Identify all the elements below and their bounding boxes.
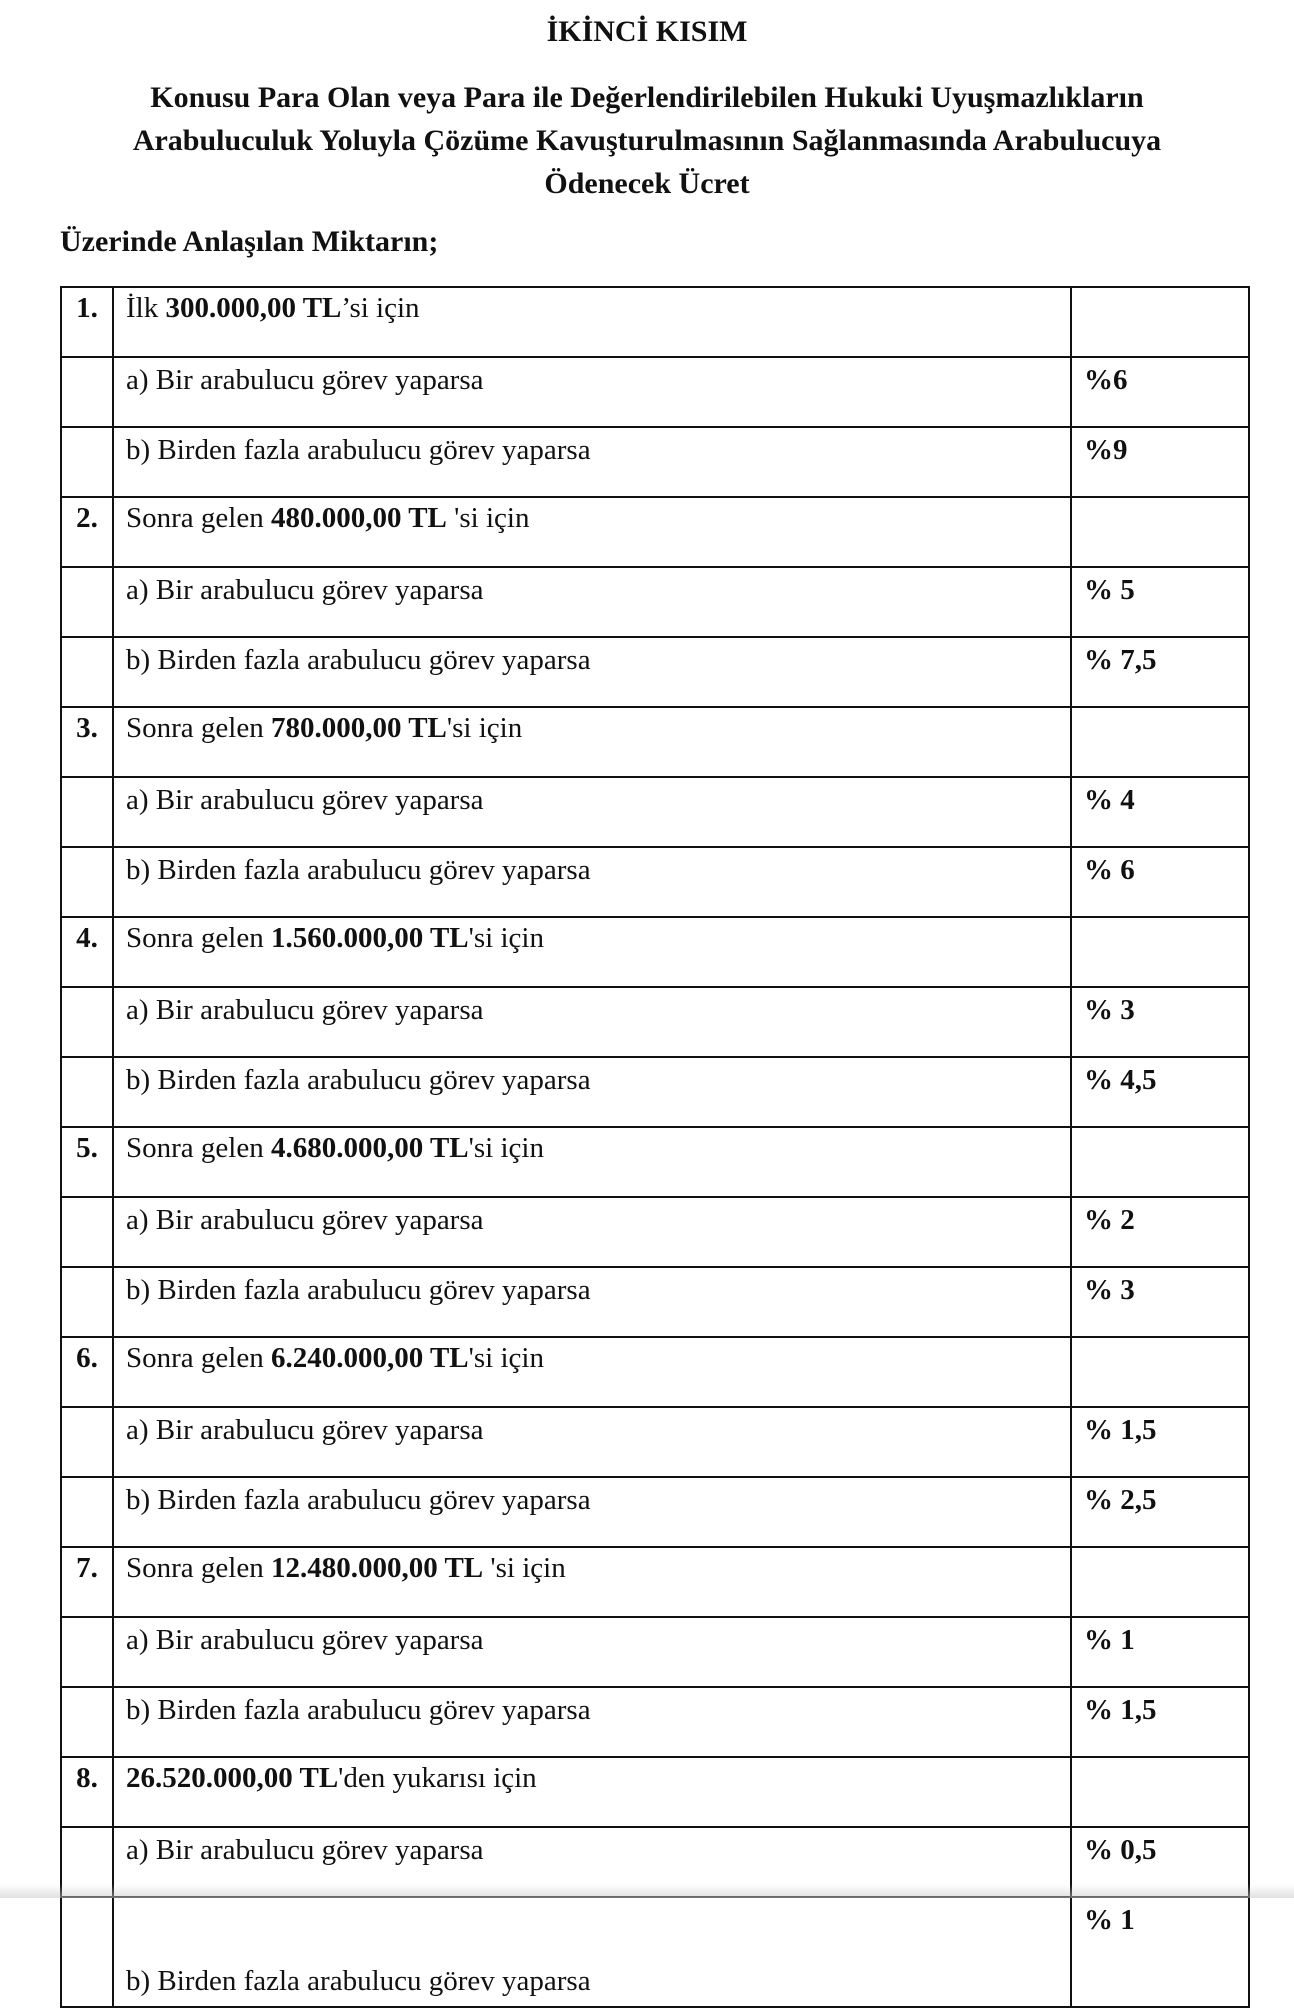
- tier-description: [113, 1757, 1071, 1827]
- tier-prefix: İlk: [126, 292, 166, 324]
- heading-line: Arabuluculuk Yoluyla Çözüme Kavuşturulmasının Sağlanmasında Arabulucuya: [132, 124, 1162, 157]
- mediator-condition: a) Bir arabulucu görev yaparsa: [113, 987, 1071, 1057]
- tier-number: 5.: [61, 1127, 113, 1197]
- single-mediator-row: [61, 1617, 1249, 1687]
- single-mediator-row: [61, 357, 1249, 427]
- tier-prefix: Sonra gelen: [126, 922, 271, 954]
- empty-number-cell: [61, 427, 113, 497]
- tier-rate-empty: [1071, 1337, 1249, 1407]
- fee-rate: % 2: [1071, 1197, 1249, 1267]
- tier-suffix: 'si için: [446, 712, 523, 744]
- fee-rate: % 1,5: [1071, 1407, 1249, 1477]
- tier-rate-empty: [1071, 1547, 1249, 1617]
- tier-number: 8.: [61, 1757, 113, 1827]
- tier-suffix: 'si için: [483, 1552, 566, 1584]
- mediator-condition: a) Bir arabulucu görev yaparsa: [113, 357, 1071, 427]
- tier-rate-empty: [1071, 497, 1249, 567]
- empty-number-cell: [61, 1407, 113, 1477]
- tier-description: [113, 917, 1071, 987]
- multiple-mediator-row: [61, 1687, 1249, 1757]
- tier-header-row: [61, 917, 1249, 987]
- single-mediator-row: [61, 777, 1249, 847]
- tier-prefix: Sonra gelen: [126, 712, 271, 744]
- tier-amount: 480.000,00 TL: [270, 502, 447, 534]
- tier-amount: 12.480.000,00 TL: [270, 1552, 484, 1584]
- empty-number-cell: [61, 987, 113, 1057]
- multiple-mediator-row: [61, 1897, 1249, 2007]
- mediator-condition: b) Birden fazla arabulucu görev yaparsa: [113, 1057, 1071, 1127]
- mediator-condition: b) Birden fazla arabulucu görev yaparsa: [113, 637, 1071, 707]
- fee-rate: % 0,5: [1071, 1827, 1249, 1897]
- tier-suffix: ’si için: [341, 292, 420, 324]
- fee-rate: % 1: [1071, 1897, 1249, 2007]
- tier-prefix: Sonra gelen: [126, 502, 271, 534]
- empty-number-cell: [61, 637, 113, 707]
- tier-number: 2.: [61, 497, 113, 567]
- mediator-condition: a) Bir arabulucu görev yaparsa: [113, 567, 1071, 637]
- tier-amount: 300.000,00 TL: [165, 292, 342, 324]
- multiple-mediator-row: [61, 427, 1249, 497]
- fee-rate: %6: [1071, 357, 1249, 427]
- empty-number-cell: [61, 1687, 113, 1757]
- tier-suffix: 'si için: [468, 1132, 544, 1164]
- tier-suffix: 'si için: [446, 502, 530, 534]
- tier-description: [113, 707, 1071, 777]
- multiple-mediator-row: [61, 637, 1249, 707]
- mediator-condition: a) Bir arabulucu görev yaparsa: [113, 1827, 1071, 1897]
- empty-number-cell: [61, 1057, 113, 1127]
- tier-description: [113, 287, 1071, 357]
- tier-suffix: 'si için: [468, 922, 544, 954]
- tier-amount: 1.560.000,00 TL: [270, 922, 469, 954]
- tier-rate-empty: [1071, 287, 1249, 357]
- fee-rate: % 7,5: [1071, 637, 1249, 707]
- tier-rate-empty: [1071, 1757, 1249, 1827]
- mediator-condition: b) Birden fazla arabulucu görev yaparsa: [113, 427, 1071, 497]
- empty-number-cell: [61, 1197, 113, 1267]
- tier-header-row: [61, 1337, 1249, 1407]
- section-title: İKİNCİ KISIM: [546, 15, 748, 48]
- tier-prefix: Sonra gelen: [126, 1132, 271, 1164]
- single-mediator-row: [61, 567, 1249, 637]
- page-bottom-edge: [0, 1884, 1294, 1898]
- single-mediator-row: [61, 1197, 1249, 1267]
- multiple-mediator-row: [61, 1477, 1249, 1547]
- tier-header-row: [61, 1547, 1249, 1617]
- multiple-mediator-row: [61, 847, 1249, 917]
- mediator-condition: a) Bir arabulucu görev yaparsa: [113, 777, 1071, 847]
- fee-rate: % 1,5: [1071, 1687, 1249, 1757]
- tier-amount: 6.240.000,00 TL: [270, 1342, 469, 1374]
- tier-number: 6.: [61, 1337, 113, 1407]
- tier-rate-empty: [1071, 1127, 1249, 1197]
- tier-prefix: Sonra gelen: [126, 1342, 271, 1374]
- tier-amount: 4.680.000,00 TL: [270, 1132, 469, 1164]
- empty-number-cell: [61, 567, 113, 637]
- tier-number: 7.: [61, 1547, 113, 1617]
- tier-header-row: [61, 497, 1249, 567]
- mediator-condition: b) Birden fazla arabulucu görev yaparsa: [113, 1477, 1071, 1547]
- tier-description: [113, 497, 1071, 567]
- fee-rate: % 5: [1071, 567, 1249, 637]
- fee-rate: % 6: [1071, 847, 1249, 917]
- tier-prefix: Sonra gelen: [126, 1552, 271, 1584]
- fee-rate: % 3: [1071, 987, 1249, 1057]
- empty-number-cell: [61, 1477, 113, 1547]
- single-mediator-row: [61, 987, 1249, 1057]
- fee-table-body: [61, 287, 1249, 2007]
- heading-line: Ödenecek Ücret: [544, 167, 750, 200]
- empty-number-cell: [61, 847, 113, 917]
- tier-description: [113, 1337, 1071, 1407]
- document-heading: [80, 76, 1214, 205]
- mediator-condition: a) Bir arabulucu görev yaparsa: [113, 1197, 1071, 1267]
- fee-rate: %9: [1071, 427, 1249, 497]
- heading-line: Konusu Para Olan veya Para ile Değerlendirilebilen Hukuki Uyuşmazlıkların: [150, 81, 1144, 114]
- fee-rate: % 2,5: [1071, 1477, 1249, 1547]
- tier-header-row: [61, 707, 1249, 777]
- empty-number-cell: [61, 357, 113, 427]
- fee-rate: % 1: [1071, 1617, 1249, 1687]
- tier-number: 4.: [61, 917, 113, 987]
- tier-suffix: 'si için: [468, 1342, 544, 1374]
- tier-number: 3.: [61, 707, 113, 777]
- tier-description: [113, 1547, 1071, 1617]
- empty-number-cell: [61, 1897, 113, 2007]
- tier-suffix: 'den yukarısı için: [338, 1762, 537, 1794]
- tier-header-row: [61, 287, 1249, 357]
- fee-rate: % 4: [1071, 777, 1249, 847]
- intro-text: Üzerinde Anlaşılan Miktarın;: [60, 225, 439, 258]
- fee-rate: % 4,5: [1071, 1057, 1249, 1127]
- tier-header-row: [61, 1127, 1249, 1197]
- tier-description: [113, 1127, 1071, 1197]
- tier-rate-empty: [1071, 707, 1249, 777]
- mediator-condition: a) Bir arabulucu görev yaparsa: [113, 1617, 1071, 1687]
- mediator-condition: b) Birden fazla arabulucu görev yaparsa: [113, 1267, 1071, 1337]
- multiple-mediator-row: [61, 1267, 1249, 1337]
- empty-number-cell: [61, 1617, 113, 1687]
- tier-amount: 780.000,00 TL: [270, 712, 447, 744]
- tier-amount: 26.520.000,00 TL: [126, 1762, 339, 1794]
- fee-rate: % 3: [1071, 1267, 1249, 1337]
- single-mediator-row: [61, 1407, 1249, 1477]
- tier-rate-empty: [1071, 917, 1249, 987]
- tier-header-row: [61, 1757, 1249, 1827]
- mediator-condition: b) Birden fazla arabulucu görev yaparsa: [113, 1897, 1071, 2007]
- mediator-condition: b) Birden fazla arabulucu görev yaparsa: [113, 1687, 1071, 1757]
- multiple-mediator-row: [61, 1057, 1249, 1127]
- fee-table: [60, 286, 1250, 2008]
- empty-number-cell: [61, 1267, 113, 1337]
- mediator-condition: b) Birden fazla arabulucu görev yaparsa: [113, 847, 1071, 917]
- empty-number-cell: [61, 777, 113, 847]
- tier-number: 1.: [61, 287, 113, 357]
- mediator-condition: a) Bir arabulucu görev yaparsa: [113, 1407, 1071, 1477]
